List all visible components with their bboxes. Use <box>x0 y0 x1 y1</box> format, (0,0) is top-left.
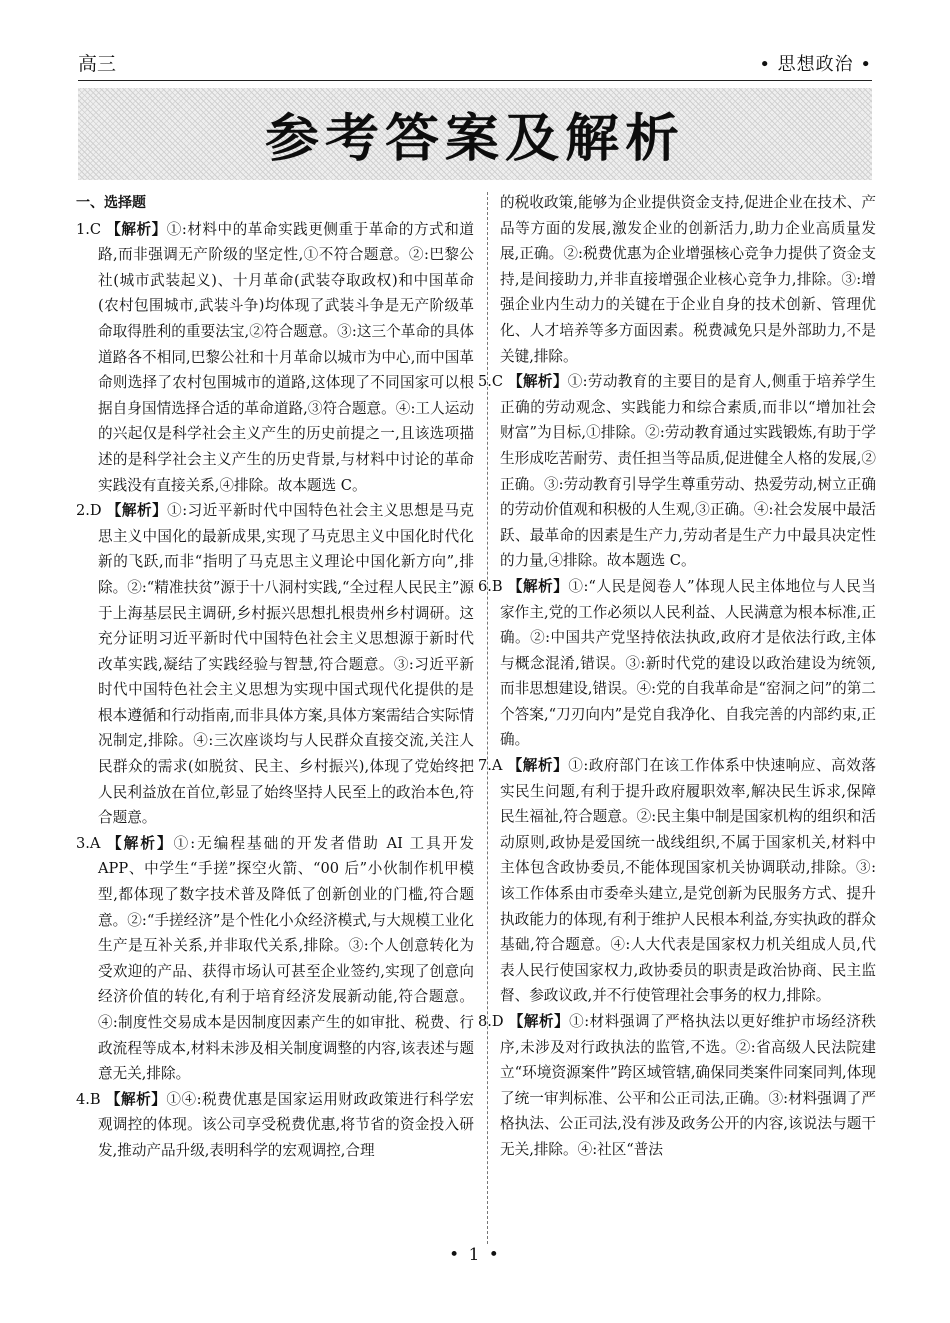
answer-item-3 <box>76 831 474 1087</box>
answer-item-5 <box>478 369 876 574</box>
analysis-tag: 【解析】 <box>105 1090 167 1108</box>
answer-number: 2.D <box>76 502 102 520</box>
page-number: • 1 • <box>449 1245 501 1265</box>
analysis-text: ①:习近平新时代中国特色社会主义思想是马克思主义中国化的最新成果,实现了马克思主义中国化时代化新的飞跃,而非“指明了马克思主义理论中国化新方向”,排除。②:“精准扶贫”源于十八洞村实践,“全过程人民民主”源于上海基层民主调研,乡村振兴思想扎根贵州乡村调研。这充分证明习近平新时代中国特色社会主义思想源于新时代改革实践,凝结了实践经验与智慧,符合题意。③:习近平新时代中国特色社会主义思想为实现中国式现代化提供的是根本遵循和行动指南,而非具体方案,具体方案需结合实际情况制定,排除。④:三次座谈均与人民群众直接交流,关注人民群众的需求(如脱贫、民主、乡村振兴),体现了党始终把人民利益放在首位,彰显了始终坚持人民至上的政治本色,符合题意。 <box>98 502 475 827</box>
answer-item-6 <box>478 574 876 753</box>
analysis-tag: 【解析】 <box>107 834 174 852</box>
analysis-text: ①:材料中的革命实践更侧重于革命的方式和道路,而非强调无产阶级的坚定性,①不符合题意。②:巴黎公社(城市武装起义)、十月革命(武装夺取政权)和中国革命(农村包围城市,武装斗争)均体现了武装斗争是无产阶级革命取得胜利的重要法宝,②符合题意。③:这三个革命的具体道路各不相同,巴黎公社和十月革命以城市为中心,而中国革命则选择了农村包围城市的道路,这体现了不同国家可以根据自身国情选择合适的革命道路,③符合题意。④:工人运动的兴起仅是科学社会主义产生的历史前提之一,且该选项描述的是科学社会主义产生的历史背景,与材料中讨论的革命实践没有直接关系,④排除。故本题选 C。 <box>98 220 474 494</box>
analysis-tag: 【解析】 <box>507 757 569 775</box>
analysis-tag: 【解析】 <box>507 577 569 595</box>
answer-number: 7.A <box>478 757 503 775</box>
answer-number: 4.B <box>76 1090 101 1108</box>
answer-item-4-continued: 的税收政策,能够为企业提供资金支持,促进企业在技术、产品等方面的发展,激发企业的创新活力,助力企业高质量发展,正确。②:税费优惠为企业增强核心竞争力提供了资金支持,是间接助力,并非直接增强企业核心竞争力,排除。③:增强企业内生动力的关键在于企业自身的技术创新、管理优化、人才培养等多方面因素。税费减免只是外部助力,不是关键,排除。 <box>500 194 876 365</box>
answer-number: 5.C <box>478 373 504 391</box>
answer-columns <box>76 190 876 1240</box>
section-title: 一、选择题 <box>76 195 146 211</box>
answer-item-2 <box>76 498 474 831</box>
analysis-tag: 【解析】 <box>106 220 167 238</box>
answer-item-7 <box>478 753 876 1009</box>
left-column <box>76 190 474 1240</box>
answer-number: 1.C <box>76 220 102 238</box>
analysis-text: ①:无编程基础的开发者借助 AI 工具开发 APP、中学生“手搓”探空火箭、“00 后”小伙制作机甲模型,都体现了数字技术普及降低了创新创业的门槛,符合题意。②:“手搓经济”是个性化小众经济模式,与大规模工业化生产是互补关系,并非取代关系,排除。③:个人创意转化为受欢迎的产品、获得市场认可甚至企业签约,实现了创意向经济价值的转化,有利于培育经济发展新动能,符合题意。④:制度性交易成本是因制度因素产生的如审批、税费、行政流程等成本,材料未涉及相关制度调整的内容,该表述与题意无关,排除。 <box>98 834 474 1083</box>
right-column <box>478 190 876 1240</box>
analysis-text: ①④:税费优惠是国家运用财政政策进行科学宏观调控的体现。该公司享受税费优惠,将节省的资金投入研发,推动产品升级,表明科学的宏观调控,合理 <box>98 1090 474 1159</box>
subject-label: • 思想政治 • <box>759 54 872 75</box>
analysis-tag: 【解析】 <box>508 373 568 391</box>
analysis-text: ①:“人民是阅卷人”体现人民主体地位与人民当家作主,党的工作必须以人民利益、人民满意为根本标准,正确。②:中国共产党坚持依法执政,政府才是依法行政,主体与概念混淆,错误。③:新时代党的建设以政治建设为统领,而非思想建设,错误。④:党的自我革命是“窑洞之问”的第二个答案,“刀刃向内”是党自我净化、自我完善的内部约束,正确。 <box>500 577 876 749</box>
analysis-text: ①:劳动教育的主要目的是育人,侧重于培养学生正确的劳动观念、实践能力和综合素质,而非以“增加社会财富”为目标,①排除。②:劳动教育通过实践锻炼,有助于学生形成吃苦耐劳、责任担当等品质,促进健全人格的发展,②正确。③:劳动教育引导学生尊重劳动、热爱劳动,树立正确的劳动价值观和积极的人生观,③正确。④:社会发展中最活跃、最革命的因素是生产力,劳动者是生产力中最具决定性的力量,④排除。故本题选 C。 <box>500 373 876 570</box>
answer-item-4 <box>76 1087 474 1164</box>
page-header <box>78 52 872 81</box>
analysis-text: ①:材料强调了严格执法以更好维护市场经济秩序,未涉及对行政执法的监管,不选。②:省高级人民法院建立“环境资源案件”跨区域管辖,确保同类案件同案同判,体现了统一审判标准、公平和公正司法,正确。③:材料强调了严格执法、公正司法,没有涉及政务公开的内容,该说法与题干无关,排除。④:社区“普法 <box>500 1013 877 1158</box>
answer-number: 6.B <box>478 577 503 595</box>
answer-number: 8.D <box>478 1013 504 1030</box>
answer-item-8 <box>478 1009 876 1163</box>
analysis-tag: 【解析】 <box>106 502 168 520</box>
analysis-tag: 【解析】 <box>508 1013 570 1030</box>
title-banner <box>78 88 872 180</box>
analysis-text: ①:政府部门在该工作体系中快速响应、高效落实民生问题,有利于提升政府履职效率,解决民生诉求,保障民生福祉,符合题意。②:民主集中制是国家机构的组织和活动原则,政协是爱国统一战线组织,不属于国家机关,材料中主体包含政协委员,不能体现国家机关协调联动,排除。③:该工作体系由市委牵头建立,是党创新为民服务方式、提升执政能力的体现,有利于维护人民根本利益,夯实执政的群众基础,符合题意。④:人大代表是国家权力机关组成人员,代表人民行使国家权力,政协委员的职责是政治协商、民主监督、参政议政,并不行使管理社会事务的权力,排除。 <box>500 757 876 1005</box>
answer-number: 3.A <box>76 834 101 852</box>
page-title: 参考答案及解析 <box>265 107 685 169</box>
answer-item-1 <box>76 217 474 499</box>
grade-label: 高三 <box>78 53 117 75</box>
